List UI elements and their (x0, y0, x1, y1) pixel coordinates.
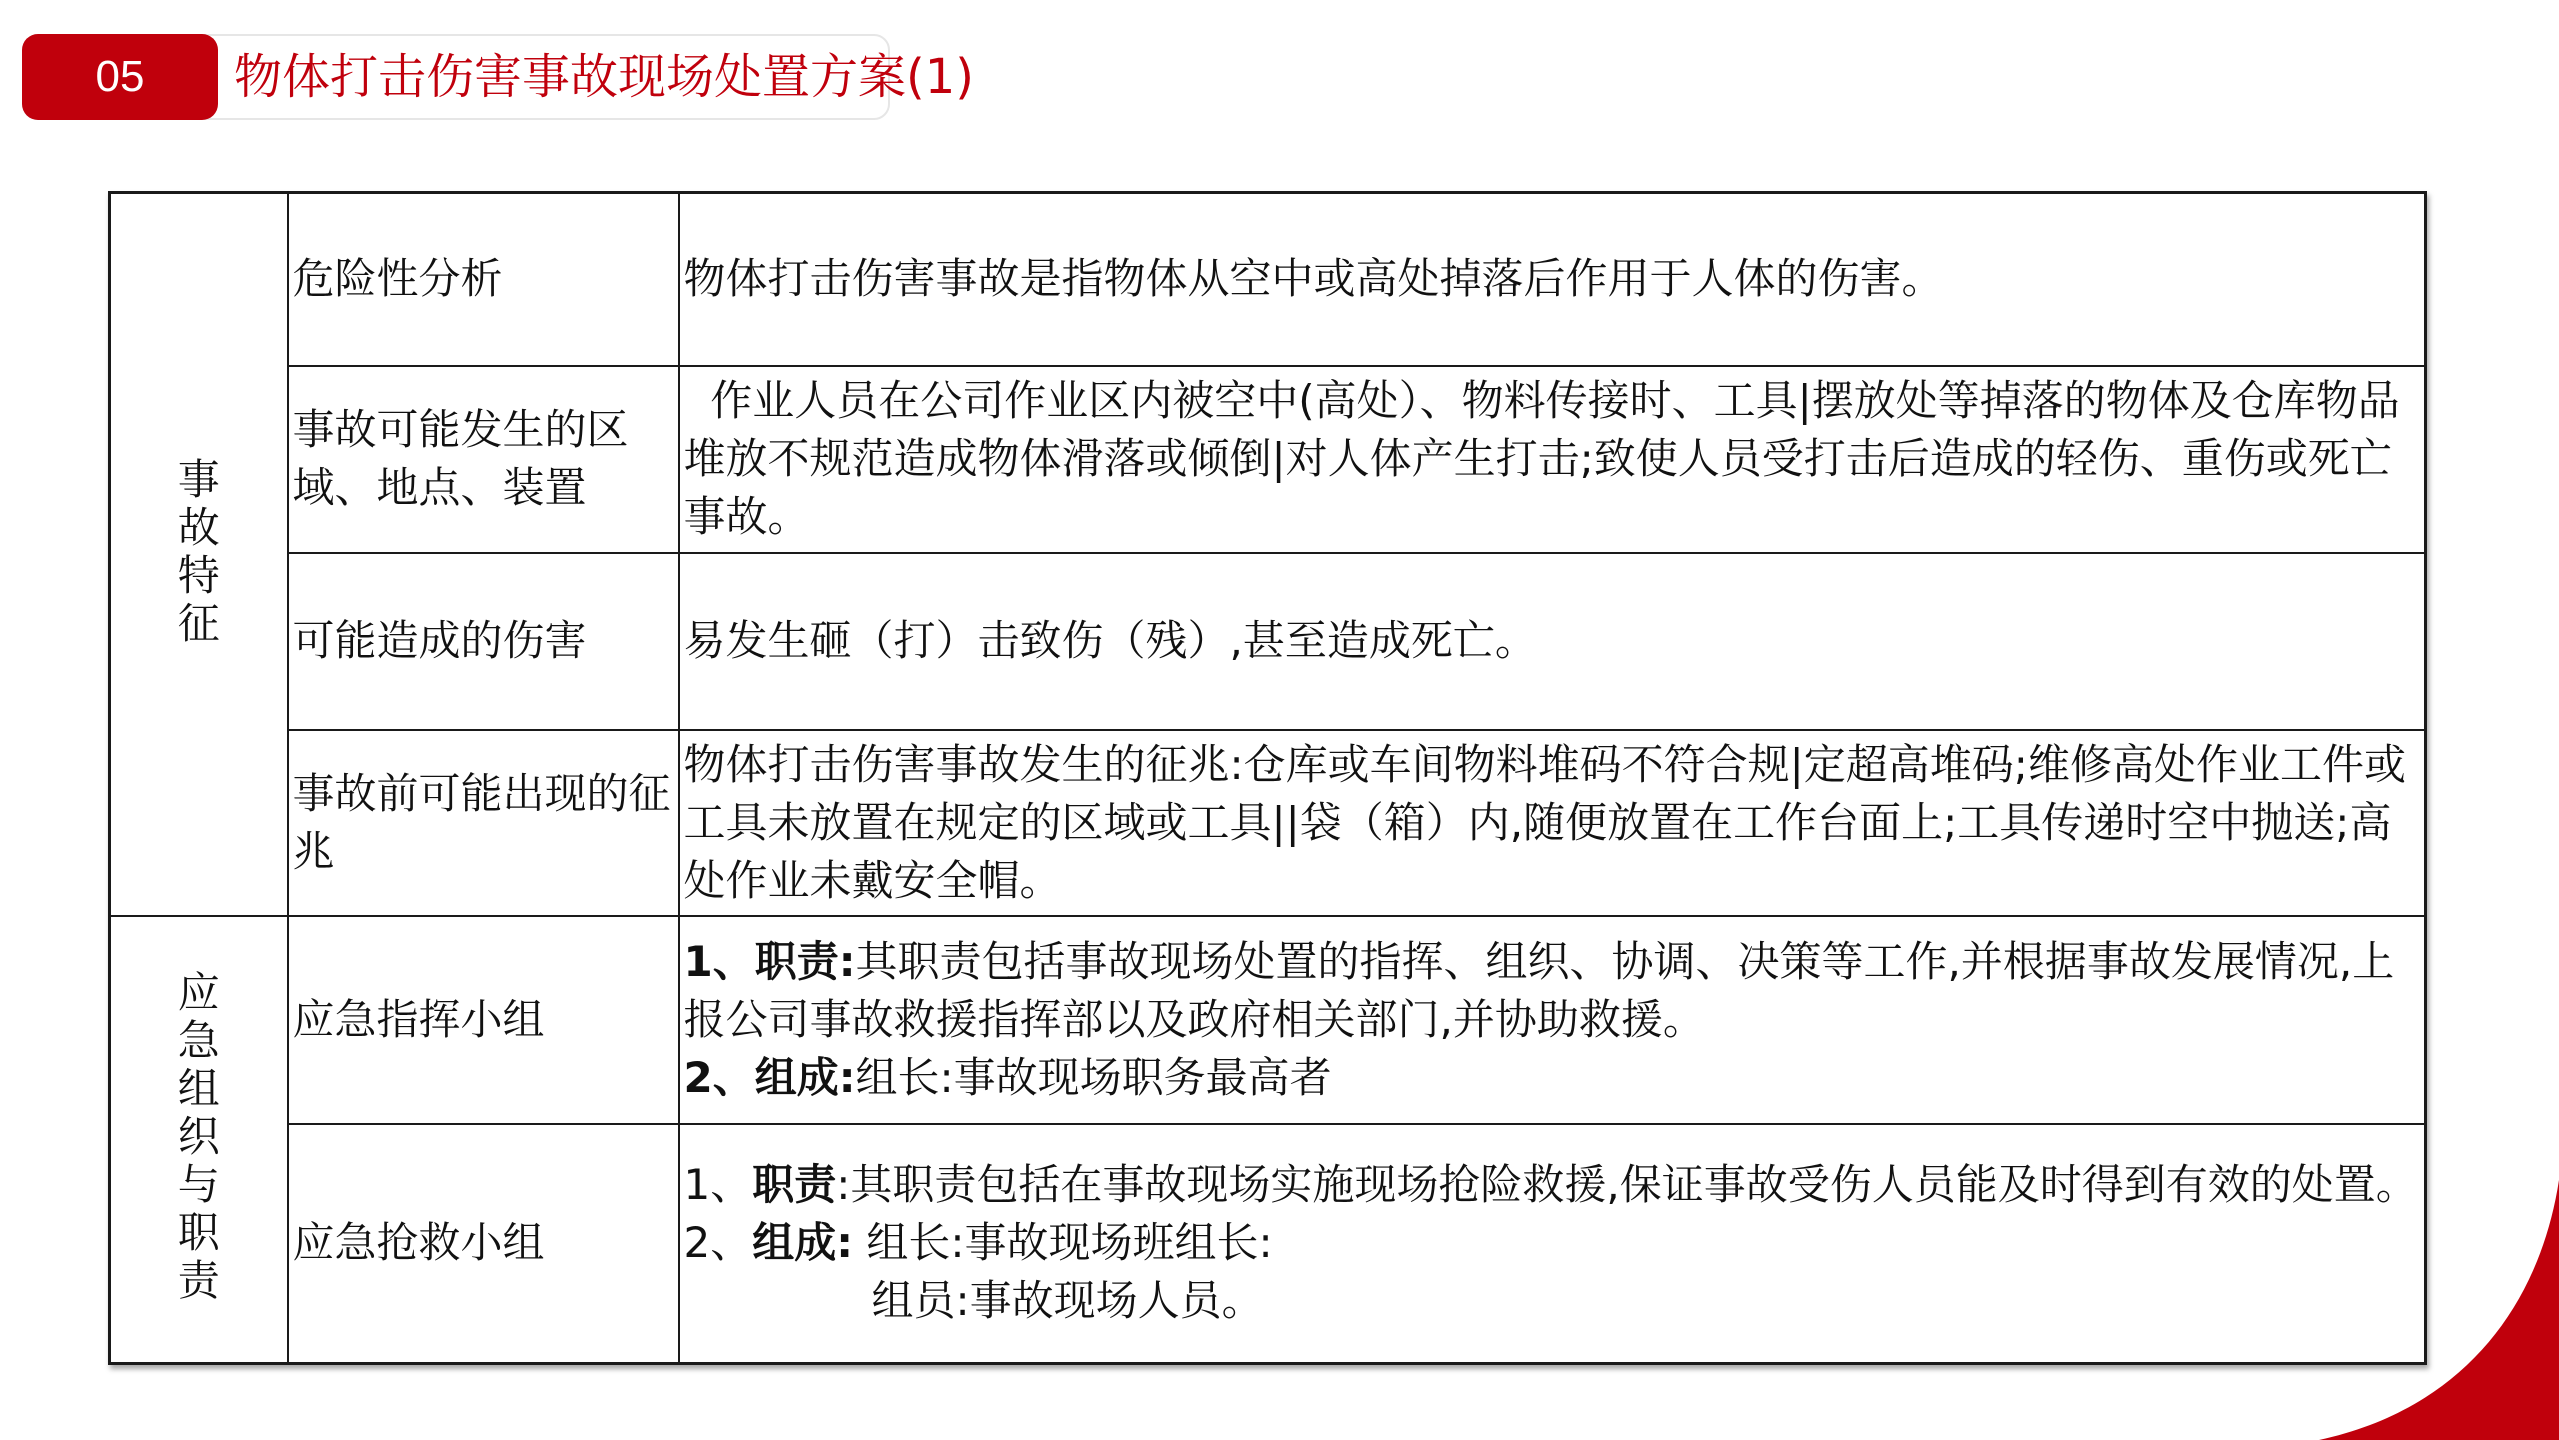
table-row (110, 553, 2426, 730)
rescue-duty-prefix-word: 职责 (752, 1160, 837, 1210)
rescue-duty-prefix-num: 1、 (683, 1160, 753, 1210)
command-composition-text: 组长:事故现场职务最高者 (855, 1052, 1332, 1102)
disposal-plan-table (108, 191, 2427, 1365)
row-label-hazard-analysis: 危险性分析 (288, 193, 679, 366)
table-row (110, 1124, 2426, 1364)
table-row (110, 366, 2426, 553)
command-composition-prefix: 2、组成: (683, 1052, 856, 1102)
row-label-possible-area: 事故可能发生的区域、地点、装置 (288, 366, 679, 553)
section-number-badge: 05 (22, 34, 218, 120)
command-duty-line (684, 933, 2421, 1049)
row-content-possible-injury: 易发生砸（打）击致伤（残）,甚至造成死亡。 (679, 553, 2426, 730)
row-content-warning-signs: 物体打击伤害事故发生的征兆:仓库或车间物料堆码不符合规|定超高堆码;维修高处作业工件或工具未放置在规定的区域或工具||袋（箱）内,随便放置在工作台面上;工具传递时空中抛送;高处作业未戴安全帽。 (679, 730, 2426, 916)
rescue-duty-text: :其职责包括在事故现场实施现场抢险救援,保证事故受伤人员能及时得到有效的处置。 (836, 1160, 2418, 1210)
command-duty-text: 其职责包括事故现场处置的指挥、组织、协调、决策等工作,并根据事故发展情况,上报公司事故救援指挥部以及政府相关部门,并协助救援。 (683, 936, 2395, 1044)
row-content-command-group (679, 916, 2426, 1124)
row-content-possible-area: 作业人员在公司作业区内被空中(高处）、物料传接时、工具|摆放处等掉落的物体及仓库物品堆放不规范造成物体滑落或倾倒|对人体产生打击;致使人员受打击后造成的轻伤、重伤或死亡事故。 (679, 366, 2426, 553)
table-row (110, 916, 2426, 1124)
table-row (110, 730, 2426, 916)
row-label-warning-signs: 事故前可能出现的征兆 (288, 730, 679, 916)
group-label-cell (110, 193, 288, 916)
rescue-composition-prefix-num: 2、 (683, 1218, 753, 1268)
rescue-composition-line (684, 1214, 2421, 1272)
row-label-rescue-group: 应急抢救小组 (288, 1124, 679, 1364)
command-composition-line (684, 1049, 2421, 1107)
rescue-duty-line (684, 1156, 2421, 1214)
rescue-members-line: 组员:事故现场人员。 (871, 1276, 1264, 1326)
group-label-accident-characteristics: 事故特征 (177, 454, 220, 648)
row-content-hazard-analysis: 物体打击伤害事故是指物体从空中或高处掉落后作用于人体的伤害。 (679, 193, 2426, 366)
row-label-possible-injury: 可能造成的伤害 (288, 553, 679, 730)
table-row (110, 193, 2426, 366)
group-label-cell (110, 916, 288, 1364)
page-title: 物体打击伤害事故现场处置方案(1) (234, 49, 974, 105)
group-label-emergency-organization: 应急组织与职责 (177, 967, 220, 1305)
row-label-command-group: 应急指挥小组 (288, 916, 679, 1124)
rescue-leader-text: 组长:事故现场班组长: (853, 1218, 1273, 1268)
row-content-rescue-group (679, 1124, 2426, 1364)
command-duty-prefix: 1、职责: (683, 936, 856, 986)
rescue-composition-prefix-word: 组成: (752, 1218, 854, 1268)
